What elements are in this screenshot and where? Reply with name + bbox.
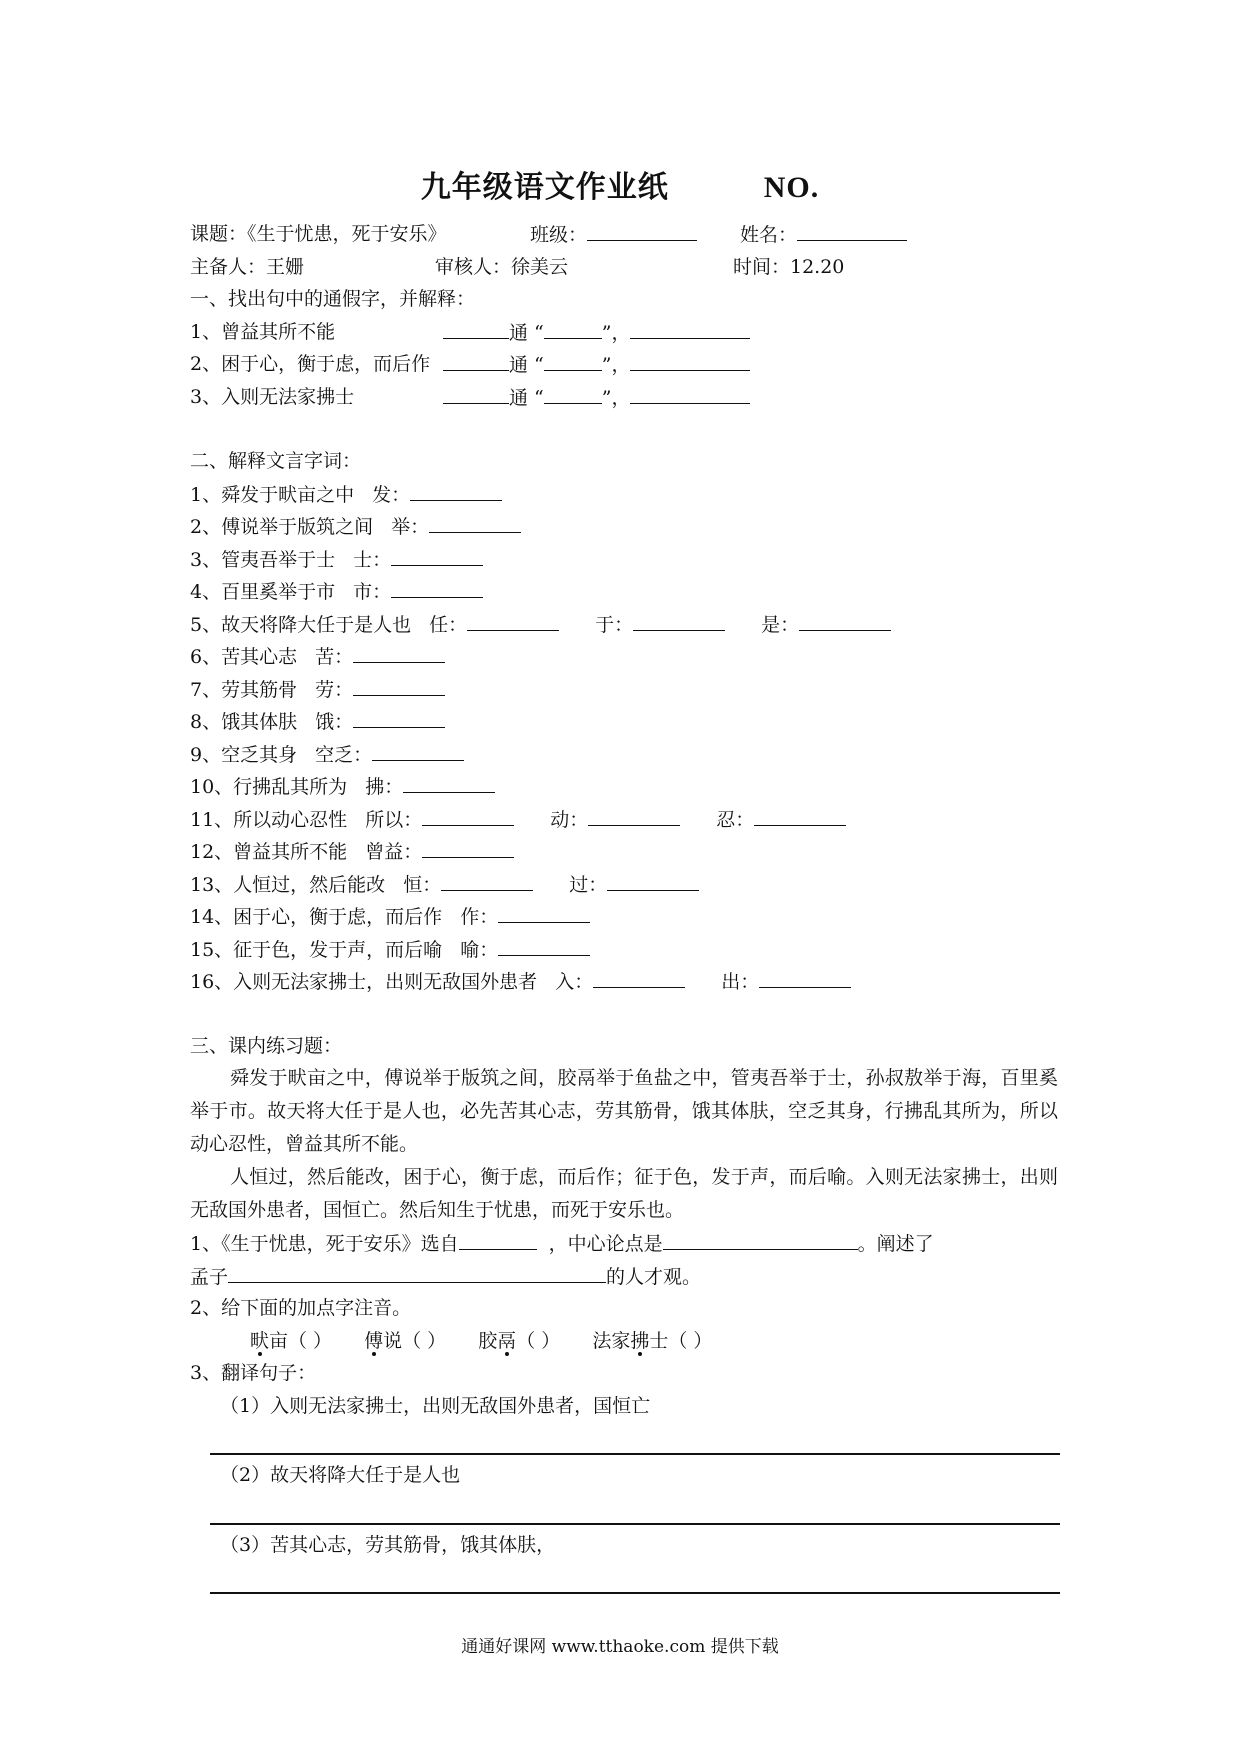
close-quote: ”， [601,321,631,344]
section2-heading: 二、解释文言字词： [190,450,362,472]
pinyin-row [190,1325,1058,1358]
meaning-blank[interactable] [630,348,750,371]
section2-item [190,640,1058,673]
tongjia-answer [443,381,750,415]
tong-label: 通 “ [509,321,544,344]
answer-blank[interactable] [633,608,725,631]
answer-blank[interactable] [422,835,514,858]
answer-label: 恒： [403,873,442,896]
answer-label: 喻： [460,938,499,961]
answer-field [555,971,685,993]
q1-part-e: 的人才观。 [606,1265,702,1288]
answer-field [372,484,502,506]
dotted-char: 拂 [630,1329,650,1352]
section2-question: 6、苦其心志 [190,646,298,668]
answer-field [569,874,699,896]
thesis-blank[interactable] [663,1227,858,1250]
section2-question: 9、空乏其身 [190,743,298,766]
question-2: 2、给下面的加点字注音。 [190,1297,412,1319]
answer-blank[interactable] [372,738,464,761]
section2-question: 13、人恒过，然后能改 [190,873,386,896]
number-label: NO. [763,171,820,204]
answer-field [315,744,464,766]
section2-item [190,510,1058,543]
answer-label: 劳： [315,678,354,701]
answer-blank[interactable] [593,965,685,988]
answer-label: 空乏： [315,743,373,766]
translation-answer-line[interactable] [210,1492,1060,1525]
dotted-char: 畎 [250,1329,270,1352]
question-3: 3、翻译句子： [190,1362,317,1384]
close-quote: ”， [601,354,631,376]
section2-item [190,868,1058,901]
answer-blank[interactable] [429,510,521,533]
section2-question: 5、故天将降大任于是人也 [190,613,412,636]
section1-question: 1、曾益其所不能 [190,320,336,343]
info-row-1 [190,218,1058,251]
answer-field [391,516,521,538]
tong-label: 通 “ [509,354,544,376]
answer-blank[interactable] [353,705,445,728]
answer-blank[interactable] [498,900,590,923]
answer-field [315,711,445,733]
answer-blank[interactable] [353,640,445,663]
answer-field [365,841,514,863]
answer-blank[interactable] [441,868,533,891]
section1-item [190,316,1058,349]
q1-part-c: 。阐述了 [857,1233,934,1255]
tongjia-char-blank[interactable] [544,381,602,404]
name-label: 姓名： [740,224,798,246]
section2-item [190,965,1058,998]
section2-question: 2、傅说举于版筑之间 [190,516,374,538]
classical-text-para1: 舜发于畎亩之中，傅说举于版筑之间，胶鬲举于鱼盐之中，管夷吾举于士，孙叔敖举于海，百里奚举于市。故天将大任于是人也，必先苦其心志，劳其筋骨，饿其体肤，空乏其身，行拂乱其所为，所以动心忍性，曾益其所不能。 [190,1067,1058,1155]
answer-label: 忍： [716,808,755,831]
answer-blank[interactable] [588,803,680,826]
section1-question: 3、入则无法家拂士 [190,385,355,408]
preparer-label: 主备人：王姗 [190,255,305,278]
section2-item [190,478,1058,511]
section2-list [190,478,1058,998]
translation-answer-line[interactable] [210,1561,1060,1594]
section2-question: 1、舜发于畎亩之中 [190,483,355,506]
info-row-2 [190,251,1058,284]
translation-prompt: （1）入则无法家拂士，出则无敌国外患者，国恒亡 [220,1394,651,1417]
section2-question: 10、行拂乱其所为 [190,776,348,798]
original-char-blank[interactable] [443,381,509,404]
pinyin-item: 畎亩（ ） [250,1329,333,1352]
answer-blank[interactable] [799,608,891,631]
section2-item [190,933,1058,966]
section1-heading: 一、找出句中的通假字，并解释： [190,288,476,310]
answer-field [315,679,445,701]
answer-field [353,581,483,603]
answer-blank[interactable] [353,673,445,696]
section2-question: 7、劳其筋骨 [190,678,298,701]
section-gap [190,413,1058,445]
section2-question: 14、困于心，衡于虑，而后作 [190,906,443,928]
answer-label: 入： [555,971,594,993]
original-char-blank[interactable] [443,348,509,371]
source-blank[interactable] [459,1227,537,1250]
pinyin-item: 傅说（ ） [364,1329,447,1352]
class-field [530,218,697,252]
answer-label: 饿： [315,711,354,733]
translation-prompt: （2）故天将降大任于是人也 [220,1464,461,1486]
class-blank[interactable] [587,218,697,241]
answer-label: 过： [569,873,608,896]
answer-label: 士： [353,548,392,571]
answer-label: 所以： [365,808,423,831]
answer-field [429,614,559,636]
tongjia-answer [443,348,750,382]
time-label: 时间：12.20 [733,255,845,278]
section2-item [190,673,1058,706]
section2-question: 15、征于色，发于声，而后喻 [190,938,443,961]
pinyin-item: 胶鬲（ ） [478,1329,561,1352]
tongjia-char-blank[interactable] [544,348,602,371]
q1-part-b: ，中心论点是 [548,1233,663,1255]
answer-blank[interactable] [403,770,495,793]
section2-question: 12、曾益其所不能 [190,841,348,863]
section2-item [190,803,1058,836]
footer-credit: 通通好课网 www.tthaoke.com 提供下载 [461,1637,779,1657]
answer-label: 举： [391,516,430,538]
answer-label: 曾益： [365,841,423,863]
answer-blank[interactable] [754,803,846,826]
pinyin-item: 法家拂士（ ） [592,1329,713,1352]
page-title [0,162,1240,206]
answer-blank[interactable] [607,868,699,891]
original-char-blank[interactable] [443,316,509,339]
meaning-blank[interactable] [630,316,750,339]
section3-heading: 三、课内练习题： [190,1034,343,1057]
answer-label: 市： [353,581,392,603]
answer-label: 任： [429,613,468,636]
answer-blank[interactable] [467,608,559,631]
answer-label: 作： [460,906,499,928]
name-blank[interactable] [797,218,907,241]
section2-question: 3、管夷吾举于士 [190,548,336,571]
section2-item [190,900,1058,933]
answer-blank[interactable] [391,543,483,566]
answer-field [403,874,533,896]
tongjia-answer [443,316,750,350]
section2-question: 16、入则无法家拂士，出则无敌国外患者 [190,971,538,993]
classical-text-para2: 人恒过，然后能改，困于心，衡于虑，而后作；征于色，发于声，而后喻。入则无法家拂士，出则无敌国外患者，国恒亡。然后知生于忧患，而死于安乐也。 [190,1166,1058,1221]
section2-item [190,705,1058,738]
answer-field [761,614,891,636]
title-text: 九年级语文作业纸 [420,170,669,205]
answer-label: 苦： [315,646,354,668]
q1-part-d: 孟子 [190,1265,229,1288]
answer-blank[interactable] [498,933,590,956]
answer-blank[interactable] [410,478,502,501]
tongjia-char-blank[interactable] [544,316,602,339]
class-label: 班级： [530,224,588,246]
answer-label: 是： [761,613,800,636]
answer-blank[interactable] [391,575,483,598]
translation-answer-line[interactable] [210,1422,1060,1455]
question-1-cont [190,1260,1058,1293]
answer-field [716,809,846,831]
section2-question: 8、饿其体肤 [190,711,298,733]
section-gap [190,998,1058,1030]
dotted-char: 鬲 [497,1329,517,1352]
section2-question: 4、百里奚举于市 [190,581,336,603]
answer-field [460,906,590,928]
worksheet-content [190,218,1058,1594]
answer-blank[interactable] [759,965,851,988]
question-1 [190,1227,1058,1260]
section1-item [190,381,1058,414]
close-quote: ”， [601,386,631,409]
section1-question: 2、困于心，衡于虑，而后作 [190,353,431,375]
section1-item [190,348,1058,381]
section2-item [190,543,1058,576]
section2-item [190,608,1058,641]
q1-part-a: 1、《生于忧患，死于安乐》选自 [190,1233,459,1255]
meaning-blank[interactable] [630,381,750,404]
answer-field [721,971,851,993]
tong-label: 通 “ [509,386,544,409]
answer-field [353,549,483,571]
answer-label: 于： [595,613,634,636]
answer-label: 拂： [365,776,404,798]
answer-label: 发： [372,483,411,506]
answer-field [550,809,680,831]
section2-question: 11、所以动心忍性 [190,808,348,831]
section2-item [190,575,1058,608]
section2-item [190,770,1058,803]
answer-field [365,809,514,831]
answer-field [595,614,725,636]
name-field [740,218,907,252]
reviewer-label: 审核人：徐美云 [435,255,569,278]
answer-field [315,646,445,668]
answer-field [365,776,495,798]
section2-item [190,738,1058,771]
answer-blank[interactable] [422,803,514,826]
section2-item [190,835,1058,868]
answer-field [460,939,590,961]
translation-prompt: （3）苦其心志，劳其筋骨，饿其体肤， [220,1533,556,1556]
view-blank[interactable] [228,1260,606,1283]
answer-label: 动： [550,808,589,831]
topic-label: 课题：《生于忧患，死于安乐》 [190,223,447,245]
dotted-char: 傅 [364,1329,384,1352]
answer-label: 出： [721,971,760,993]
